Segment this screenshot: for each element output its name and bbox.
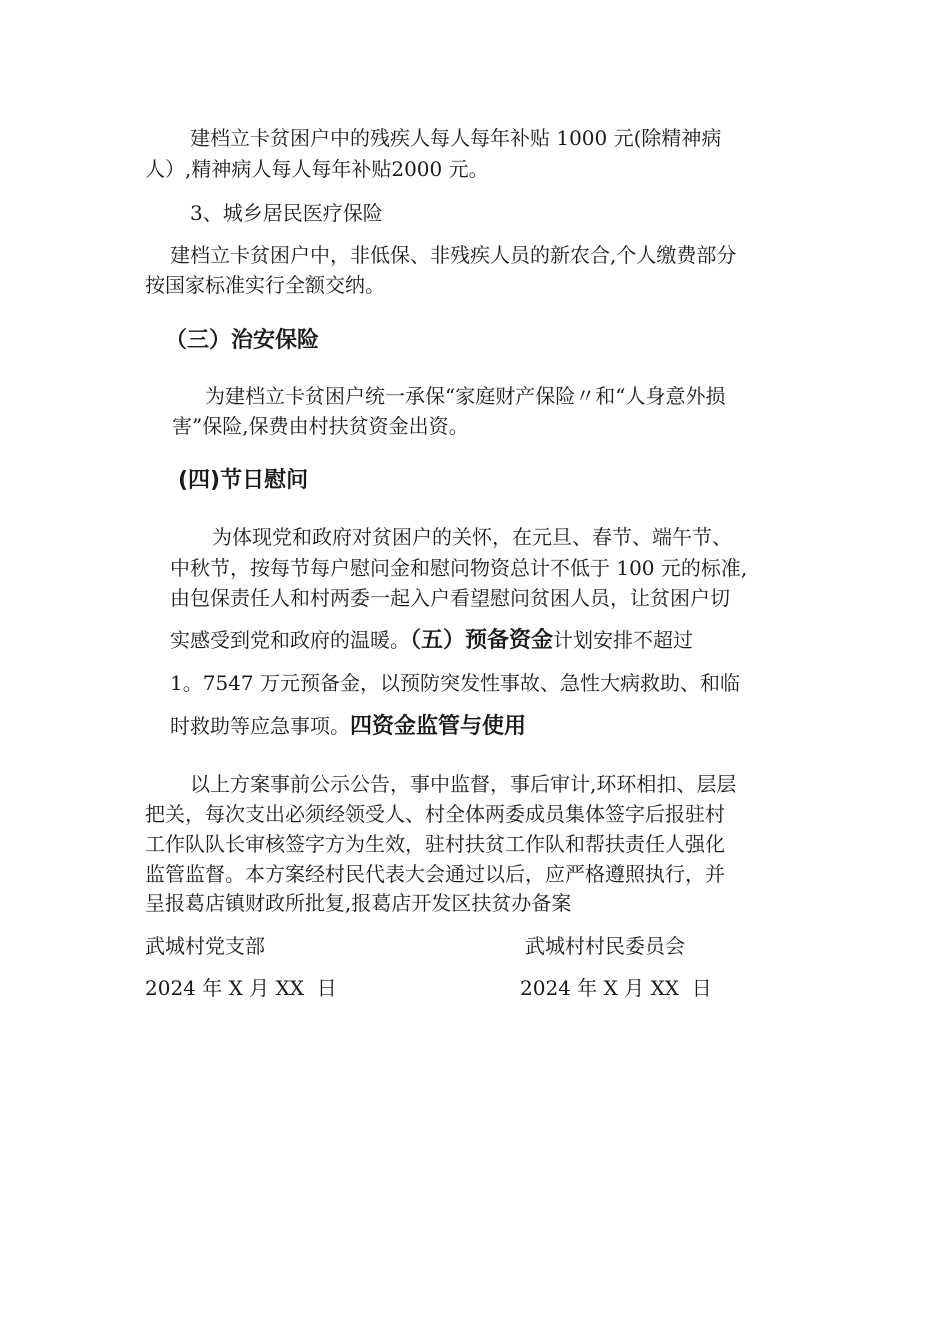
paragraph-line [170, 627, 693, 654]
paragraph-line: 害”保险,保费由村扶贫资金出资。 [172, 414, 469, 438]
signature-date-right: 2024 年 X 月 XX 日 [520, 976, 712, 1000]
paragraph-line: 建档立卡贫困户中的残疾人每人每年补贴 1000 元(除精神病 [190, 126, 722, 150]
paragraph-line: 由包保责任人和村两委一起入户看望慰问贫困人员，让贫困户切 [170, 586, 730, 610]
list-item-heading: 3、城乡居民医疗保险 [190, 201, 383, 225]
section-heading: (四)节日慰问 [178, 468, 309, 493]
paragraph-line: 中秋节，按每节每户慰问金和慰问物资总计不低于 100 元的标准, [170, 556, 748, 580]
paragraph-text: 时救助等应急事项。 [170, 714, 350, 738]
paragraph-line: 呈报葛店镇财政所批复,报葛店开发区扶贫办备案 [145, 891, 572, 915]
paragraph-line: 监管监督。本方案经村民代表大会通过以后，应严格遵照执行，并 [145, 862, 725, 886]
section-heading: （三）治安保险 [165, 328, 320, 353]
paragraph-line: 以上方案事前公示公告，事中监督，事后审计,环环相扣、层层 [190, 772, 737, 796]
paragraph-line: 把关，每次支出必须经领受人、村全体两委成员集体签字后报驻村 [145, 802, 725, 826]
inline-section-heading: 四资金监管与使用 [350, 714, 527, 739]
paragraph-line: 人）,精神病人每人每年补贴2000 元。 [145, 157, 489, 181]
paragraph-line: 工作队队长审核签字方为生效，驻村扶贫工作队和帮扶责任人强化 [145, 832, 725, 856]
paragraph-line: 为体现党和政府对贫困户的关怀，在元旦、春节、端午节、 [212, 525, 732, 549]
inline-section-heading: （五）预备资金 [410, 628, 554, 653]
paragraph-text: 计划安排不超过 [553, 628, 694, 652]
paragraph-line: 按国家标准实行全额交纳。 [145, 273, 385, 297]
signature-org-right: 武城村村民委员会 [525, 934, 685, 958]
paragraph-line: 为建档立卡贫困户统一承保“家庭财产保险〃和“人身意外损 [205, 384, 726, 408]
paragraph-line [170, 713, 526, 740]
signature-org-left: 武城村党支部 [145, 934, 265, 958]
paragraph-line: 1。7547 万元预备金，以预防突发性事故、急性大病救助、和临 [170, 671, 740, 695]
paragraph-text: 实感受到党和政府的温暖。 [170, 628, 410, 652]
paragraph-line: 建档立卡贫困户中，非低保、非残疾人员的新农合,个人缴费部分 [170, 243, 737, 267]
signature-date-left: 2024 年 X 月 XX 日 [145, 976, 337, 1000]
